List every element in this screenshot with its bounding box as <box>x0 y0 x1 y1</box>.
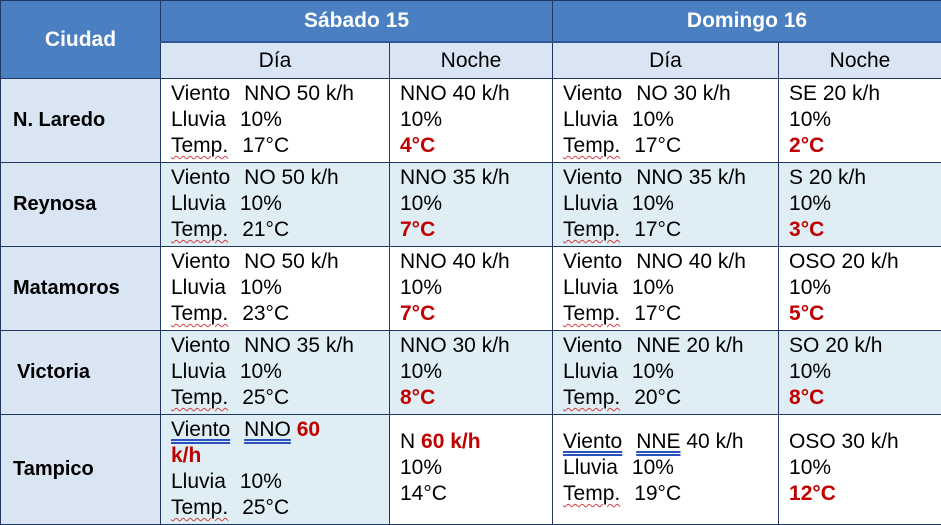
rain-value: 10% <box>400 107 552 133</box>
temp-value: 5°C <box>789 301 941 327</box>
wind-value: NNO 30 k/h <box>400 333 552 359</box>
city-name: Matamoros <box>1 247 161 331</box>
city-name: Tampico <box>1 415 161 525</box>
temp-value: 19°C <box>634 482 681 505</box>
rain-value: 10% <box>632 276 674 299</box>
temp-label: Temp. <box>171 386 228 409</box>
temp-value: 2°C <box>789 133 941 159</box>
temp-value: 20°C <box>634 386 681 409</box>
sunday-day-cell <box>553 415 779 525</box>
table-row <box>1 79 941 163</box>
rain-value: 10% <box>240 192 282 215</box>
wind-value: NO 30 k/h <box>636 82 731 105</box>
sunday-night-cell <box>779 79 941 163</box>
wind-value: NNE 20 k/h <box>636 334 743 357</box>
wind-value: OSO 30 k/h <box>789 429 941 455</box>
rain-label: Lluvia <box>563 192 618 215</box>
temp-value: 3°C <box>789 217 941 243</box>
rain-label: Lluvia <box>171 276 226 299</box>
saturday-day-cell <box>161 415 390 525</box>
rain-label: Lluvia <box>563 108 618 131</box>
wind-label: Viento <box>563 166 622 189</box>
temp-label: Temp. <box>563 134 620 157</box>
wind-value: NO 50 k/h <box>244 166 339 189</box>
wind-value: NNO 40 k/h <box>636 250 746 273</box>
temp-value: 12°C <box>789 481 941 507</box>
rain-value: 10% <box>632 108 674 131</box>
table-row <box>1 331 941 415</box>
wind-speed-unit: k/h <box>171 443 389 469</box>
sunday-day-cell <box>553 163 779 247</box>
temp-value: 17°C <box>634 218 681 241</box>
table-row <box>1 163 941 247</box>
rain-label: Lluvia <box>171 470 226 493</box>
temp-label: Temp. <box>171 302 228 325</box>
table-row <box>1 247 941 331</box>
city-name: Victoria <box>1 331 161 415</box>
saturday-night-cell <box>390 415 553 525</box>
saturday-day-cell <box>161 331 390 415</box>
rain-label: Lluvia <box>171 360 226 383</box>
temp-label: Temp. <box>563 302 620 325</box>
saturday-night-cell <box>390 247 553 331</box>
temp-label: Temp. <box>171 134 228 157</box>
rain-label: Lluvia <box>563 360 618 383</box>
rain-label: Lluvia <box>563 456 618 479</box>
wind-value: NNO 40 k/h <box>400 81 552 107</box>
rain-value: 10% <box>789 107 941 133</box>
rain-value: 10% <box>400 455 552 481</box>
wind-label: Viento <box>563 430 622 453</box>
wind-speed: 60 <box>297 418 320 441</box>
saturday-header: Sábado 15 <box>161 1 553 43</box>
rain-value: 10% <box>632 456 674 479</box>
rain-value: 10% <box>400 359 552 385</box>
sunday-day-cell <box>553 247 779 331</box>
wind-label: Viento <box>171 250 230 273</box>
sunday-night-header: Noche <box>779 42 941 79</box>
temp-label: Temp. <box>563 482 620 505</box>
saturday-night-cell <box>390 163 553 247</box>
sunday-day-header: Día <box>553 42 779 79</box>
temp-value: 17°C <box>634 134 681 157</box>
temp-label: Temp. <box>171 496 228 519</box>
temp-value: 8°C <box>400 385 552 411</box>
wind-value: OSO 20 k/h <box>789 249 941 275</box>
rain-label: Lluvia <box>171 108 226 131</box>
wind-direction: NNO <box>244 418 291 441</box>
rain-value: 10% <box>632 360 674 383</box>
wind-label: Viento <box>563 82 622 105</box>
temp-label: Temp. <box>563 386 620 409</box>
city-name: Reynosa <box>1 163 161 247</box>
temp-label: Temp. <box>171 218 228 241</box>
rain-value: 10% <box>240 276 282 299</box>
wind-value: NNO 35 k/h <box>244 334 354 357</box>
rain-label: Lluvia <box>171 192 226 215</box>
temp-value: 25°C <box>242 386 289 409</box>
temp-value: 23°C <box>242 302 289 325</box>
wind-label: Viento <box>171 82 230 105</box>
rain-value: 10% <box>789 455 941 481</box>
wind-value: NNO 50 k/h <box>244 82 354 105</box>
wind-direction: NNE <box>636 430 680 453</box>
temp-value: 7°C <box>400 301 552 327</box>
wind-value: SO 20 k/h <box>789 333 941 359</box>
table-row <box>1 415 941 525</box>
rain-value: 10% <box>789 275 941 301</box>
wind-speed: 60 k/h <box>421 430 481 453</box>
wind-value: NO 50 k/h <box>244 250 339 273</box>
saturday-day-header: Día <box>161 42 390 79</box>
rain-label: Lluvia <box>563 276 618 299</box>
sunday-day-cell <box>553 79 779 163</box>
wind-label: Viento <box>171 166 230 189</box>
wind-direction: N <box>400 430 415 453</box>
temp-label: Temp. <box>563 218 620 241</box>
temp-value: 8°C <box>789 385 941 411</box>
saturday-night-cell <box>390 79 553 163</box>
wind-value: SE 20 k/h <box>789 81 941 107</box>
saturday-day-cell <box>161 163 390 247</box>
rain-value: 10% <box>400 275 552 301</box>
temp-value: 7°C <box>400 217 552 243</box>
sunday-night-cell <box>779 163 941 247</box>
wind-value: NNO 35 k/h <box>636 166 746 189</box>
rain-value: 10% <box>789 359 941 385</box>
rain-value: 10% <box>400 191 552 217</box>
rain-value: 10% <box>789 191 941 217</box>
wind-label: Viento <box>563 334 622 357</box>
rain-value: 10% <box>240 470 282 493</box>
wind-label: Viento <box>563 250 622 273</box>
sunday-night-cell <box>779 331 941 415</box>
wind-label: Viento <box>171 334 230 357</box>
temp-value: 14°C <box>400 481 552 507</box>
saturday-night-header: Noche <box>390 42 553 79</box>
temp-value: 25°C <box>242 496 289 519</box>
temp-value: 21°C <box>242 218 289 241</box>
saturday-day-cell <box>161 79 390 163</box>
wind-value: S 20 k/h <box>789 165 941 191</box>
wind-value: NNO 40 k/h <box>400 249 552 275</box>
saturday-day-cell <box>161 247 390 331</box>
rain-value: 10% <box>240 108 282 131</box>
wind-value: NNO 35 k/h <box>400 165 552 191</box>
sunday-header: Domingo 16 <box>553 1 941 43</box>
city-name: N. Laredo <box>1 79 161 163</box>
city-column-header: Ciudad <box>1 1 161 79</box>
wind-label: Viento <box>171 418 230 441</box>
temp-value: 17°C <box>634 302 681 325</box>
temp-value: 17°C <box>242 134 289 157</box>
temp-value: 4°C <box>400 133 552 159</box>
rain-value: 10% <box>240 360 282 383</box>
rain-value: 10% <box>632 192 674 215</box>
sunday-night-cell <box>779 415 941 525</box>
wind-speed: 40 k/h <box>686 430 743 453</box>
sunday-day-cell <box>553 331 779 415</box>
sunday-night-cell <box>779 247 941 331</box>
saturday-night-cell <box>390 331 553 415</box>
